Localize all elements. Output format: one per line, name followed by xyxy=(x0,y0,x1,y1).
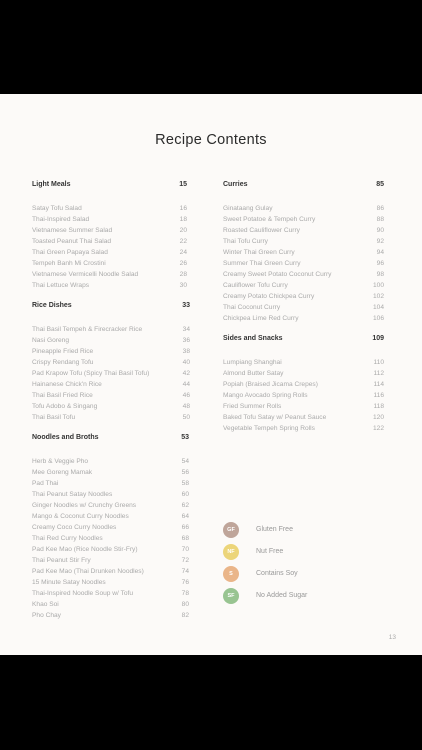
recipe-entry[interactable] xyxy=(223,423,384,434)
recipe-page: 100 xyxy=(372,282,384,289)
recipe-page: 90 xyxy=(376,227,384,234)
recipe-page: 116 xyxy=(373,392,384,399)
legend-label: Gluten Free xyxy=(256,526,293,533)
recipe-entry[interactable] xyxy=(32,500,189,511)
recipe-page: 48 xyxy=(182,403,190,410)
recipe-entry[interactable] xyxy=(32,280,187,291)
recipe-name: Herb & Veggie Pho xyxy=(32,458,89,465)
recipe-name: Almond Butter Satay xyxy=(223,370,284,377)
recipe-entry[interactable] xyxy=(32,214,187,225)
item-list xyxy=(32,324,190,423)
recipe-name: Creamy Sweet Potato Coconut Curry xyxy=(223,271,332,278)
recipe-page: 82 xyxy=(181,612,189,619)
recipe-name: Pad Krapow Tofu (Spicy Thai Basil Tofu) xyxy=(32,370,150,377)
item-list xyxy=(32,456,189,621)
recipe-entry[interactable] xyxy=(32,456,189,467)
item-list xyxy=(223,357,384,434)
recipe-entry[interactable] xyxy=(32,258,187,269)
section-curries xyxy=(223,181,384,324)
recipe-name: Thai Coconut Curry xyxy=(223,304,281,311)
recipe-name: Thai Tofu Curry xyxy=(223,238,268,245)
recipe-name: Thai-Inspired Noodle Soup w/ Tofu xyxy=(32,590,134,597)
recipe-page: 86 xyxy=(376,205,384,212)
recipe-name: Popiah (Braised Jicama Crepes) xyxy=(223,381,318,388)
recipe-page: 88 xyxy=(376,216,384,223)
section-heading-page: 109 xyxy=(372,335,384,342)
recipe-entry[interactable] xyxy=(32,203,187,214)
recipe-name: Pineapple Fried Rice xyxy=(32,348,94,355)
recipe-name: Ginger Noodles w/ Crunchy Greens xyxy=(32,502,137,509)
recipe-entry[interactable] xyxy=(223,280,384,291)
gluten-free-badge: GF xyxy=(223,522,239,538)
recipe-name: Lumpiang Shanghai xyxy=(223,359,282,366)
recipe-page: 56 xyxy=(181,469,189,476)
section-heading-label: Curries xyxy=(223,181,248,188)
recipe-page: 94 xyxy=(376,249,384,256)
recipe-entry[interactable] xyxy=(32,555,189,566)
section-heading-page: 33 xyxy=(182,302,190,309)
recipe-entry[interactable] xyxy=(32,533,189,544)
recipe-page: 118 xyxy=(373,403,384,410)
recipe-name: Toasted Peanut Thai Salad xyxy=(32,238,112,245)
recipe-name: Vietnamese Vermicelli Noodle Salad xyxy=(32,271,139,278)
recipe-page: 46 xyxy=(182,392,190,399)
recipe-name: Tofu Adobo & Singang xyxy=(32,403,98,410)
section-light-meals xyxy=(32,181,187,291)
recipe-name: Creamy Potato Chickpea Curry xyxy=(223,293,315,300)
recipe-name: Creamy Coco Curry Noodles xyxy=(32,524,117,531)
recipe-name: Satay Tofu Salad xyxy=(32,205,82,212)
recipe-entry[interactable] xyxy=(223,214,384,225)
recipe-entry[interactable] xyxy=(32,346,190,357)
recipe-entry[interactable] xyxy=(223,269,384,280)
recipe-page: 98 xyxy=(376,271,384,278)
recipe-page: 64 xyxy=(181,513,189,520)
recipe-page: 68 xyxy=(181,535,189,542)
recipe-entry[interactable] xyxy=(32,522,189,533)
recipe-page: 60 xyxy=(181,491,189,498)
recipe-name: Roasted Cauliflower Curry xyxy=(223,227,300,234)
recipe-entry[interactable] xyxy=(32,588,189,599)
section-heading-label: Sides and Snacks xyxy=(223,335,283,342)
recipe-entry[interactable] xyxy=(223,291,384,302)
recipe-page: 102 xyxy=(372,293,384,300)
recipe-entry[interactable] xyxy=(32,412,190,423)
legend-label: No Added Sugar xyxy=(256,592,308,599)
recipe-entry[interactable] xyxy=(32,324,190,335)
item-list xyxy=(32,203,187,291)
recipe-name: Mango & Coconut Curry Noodles xyxy=(32,513,129,520)
recipe-name: Baked Tofu Satay w/ Peanut Sauce xyxy=(223,414,327,421)
recipe-entry[interactable] xyxy=(32,610,189,621)
recipe-page: 66 xyxy=(181,524,189,531)
recipe-name: Sweet Potatoe & Tempeh Curry xyxy=(223,216,316,223)
recipe-entry[interactable] xyxy=(32,401,190,412)
recipe-entry[interactable] xyxy=(32,511,189,522)
recipe-name: Thai Lettuce Wraps xyxy=(32,282,90,289)
recipe-page: 42 xyxy=(182,370,190,377)
recipe-entry[interactable] xyxy=(223,412,384,423)
section-heading-page: 85 xyxy=(376,181,384,188)
recipe-name: Thai Basil Fried Rice xyxy=(32,392,93,399)
recipe-page: 28 xyxy=(179,271,187,278)
section-heading[interactable] xyxy=(223,335,384,346)
recipe-name: Vegetable Tempeh Spring Rolls xyxy=(223,425,315,432)
recipe-entry[interactable] xyxy=(32,467,189,478)
recipe-name: Thai Red Curry Noodles xyxy=(32,535,103,542)
recipe-name: Crispy Rendang Tofu xyxy=(32,359,94,366)
section-noodles-and-broths xyxy=(32,434,189,621)
recipe-name: Pho Chay xyxy=(32,612,61,619)
section-heading[interactable] xyxy=(32,181,187,192)
section-heading[interactable] xyxy=(32,302,190,313)
recipe-entry[interactable] xyxy=(223,302,384,313)
recipe-page: 36 xyxy=(182,337,190,344)
no-added-sugar-badge: SF xyxy=(223,588,239,604)
recipe-entry[interactable] xyxy=(223,203,384,214)
recipe-page: 122 xyxy=(372,425,384,432)
recipe-entry[interactable] xyxy=(32,269,187,280)
recipe-name: Pad Kee Mao (Rice Noodle Stir-Fry) xyxy=(32,546,138,553)
recipe-entry[interactable] xyxy=(223,368,384,379)
recipe-name: Winter Thai Green Curry xyxy=(223,249,295,256)
recipe-entry[interactable] xyxy=(32,489,189,500)
recipe-entry[interactable] xyxy=(32,544,189,555)
recipe-page: 76 xyxy=(181,579,189,586)
recipe-name: Mango Avocado Spring Rolls xyxy=(223,392,308,399)
recipe-page: 74 xyxy=(181,568,189,575)
recipe-entry[interactable] xyxy=(32,357,190,368)
recipe-name: Thai Basil Tofu xyxy=(32,414,76,421)
recipe-entry[interactable] xyxy=(223,357,384,368)
recipe-page: 44 xyxy=(182,381,190,388)
recipe-entry[interactable] xyxy=(32,566,189,577)
recipe-page: 24 xyxy=(179,249,187,256)
recipe-page: 96 xyxy=(376,260,384,267)
recipe-name: Khao Soi xyxy=(32,601,59,608)
section-heading[interactable] xyxy=(223,181,384,192)
recipe-entry[interactable] xyxy=(32,225,187,236)
recipe-name: Thai Peanut Satay Noodles xyxy=(32,491,113,498)
recipe-page: 80 xyxy=(181,601,189,608)
recipe-entry[interactable] xyxy=(32,577,189,588)
recipe-entry[interactable] xyxy=(32,247,187,258)
recipe-name: 15 Minute Satay Noodles xyxy=(32,579,106,586)
recipe-name: Hainanese Chick'n Rice xyxy=(32,381,102,388)
recipe-page: 22 xyxy=(179,238,187,245)
recipe-name: Fried Summer Rolls xyxy=(223,403,282,410)
legend-label: Nut Free xyxy=(256,548,284,555)
recipe-name: Ginataang Gulay xyxy=(223,205,273,212)
recipe-page: 58 xyxy=(181,480,189,487)
recipe-entry[interactable] xyxy=(32,368,190,379)
recipe-entry[interactable] xyxy=(223,247,384,258)
recipe-name: Mee Goreng Mamak xyxy=(32,469,93,476)
nut-free-badge: NF xyxy=(223,544,239,560)
recipe-name: Vietnamese Summer Salad xyxy=(32,227,113,234)
page-title: Recipe Contents xyxy=(155,132,267,148)
recipe-entry[interactable] xyxy=(32,478,189,489)
recipe-entry[interactable] xyxy=(223,401,384,412)
recipe-page: 26 xyxy=(179,260,187,267)
recipe-page: 112 xyxy=(373,370,384,377)
recipe-page: 34 xyxy=(182,326,190,333)
recipe-name: Summer Thai Green Curry xyxy=(223,260,301,267)
recipe-page: 120 xyxy=(372,414,384,421)
recipe-name: Pad Kee Mao (Thai Drunken Noodles) xyxy=(32,568,144,575)
item-list xyxy=(223,203,384,324)
legend-label: Contains Soy xyxy=(256,570,298,577)
recipe-name: Chickpea Lime Red Curry xyxy=(223,315,299,322)
recipe-page: 106 xyxy=(372,315,384,322)
recipe-entry[interactable] xyxy=(223,258,384,269)
recipe-name: Thai Peanut Stir Fry xyxy=(32,557,91,564)
section-sides-and-snacks xyxy=(223,335,384,434)
section-heading-label: Rice Dishes xyxy=(32,302,72,309)
recipe-entry[interactable] xyxy=(223,313,384,324)
recipe-name: Thai-Inspired Salad xyxy=(32,216,90,223)
recipe-name: Thai Basil Tempeh & Firecracker Rice xyxy=(32,326,143,333)
recipe-page: 40 xyxy=(182,359,190,366)
section-heading-label: Noodles and Broths xyxy=(32,434,99,441)
page-number: 13 xyxy=(388,634,396,641)
recipe-entry[interactable] xyxy=(32,390,190,401)
recipe-name: Pad Thai xyxy=(32,480,59,487)
recipe-entry[interactable] xyxy=(223,236,384,247)
recipe-page: 16 xyxy=(179,205,187,212)
recipe-page: 92 xyxy=(376,238,384,245)
recipe-page: 110 xyxy=(373,359,384,366)
section-heading-page: 15 xyxy=(179,181,187,188)
recipe-page: 54 xyxy=(181,458,189,465)
section-heading-page: 53 xyxy=(181,434,189,441)
recipe-page: 50 xyxy=(182,414,190,421)
recipe-entry[interactable] xyxy=(223,390,384,401)
recipe-page: 114 xyxy=(373,381,384,388)
recipe-name: Tempeh Banh Mi Crostini xyxy=(32,260,106,267)
recipe-page: 70 xyxy=(181,546,189,553)
recipe-name: Thai Green Papaya Salad xyxy=(32,249,108,256)
recipe-page: 104 xyxy=(372,304,384,311)
section-heading[interactable] xyxy=(32,434,189,445)
recipe-entry[interactable] xyxy=(223,379,384,390)
recipe-entry[interactable] xyxy=(223,225,384,236)
recipe-entry[interactable] xyxy=(32,335,190,346)
recipe-page: 18 xyxy=(179,216,187,223)
recipe-page: 72 xyxy=(181,557,189,564)
recipe-page: 38 xyxy=(182,348,190,355)
contains-soy-badge: S xyxy=(223,566,239,582)
recipe-page: 62 xyxy=(181,502,189,509)
recipe-entry[interactable] xyxy=(32,236,187,247)
recipe-page: 78 xyxy=(181,590,189,597)
recipe-page: 30 xyxy=(179,282,187,289)
recipe-page: 20 xyxy=(179,227,187,234)
section-rice-dishes xyxy=(32,302,190,423)
recipe-entry[interactable] xyxy=(32,599,189,610)
recipe-name: Nasi Goreng xyxy=(32,337,70,344)
section-heading-label: Light Meals xyxy=(32,181,71,188)
recipe-contents-page xyxy=(0,94,422,655)
recipe-entry[interactable] xyxy=(32,379,190,390)
recipe-name: Cauliflower Tofu Curry xyxy=(223,282,288,289)
